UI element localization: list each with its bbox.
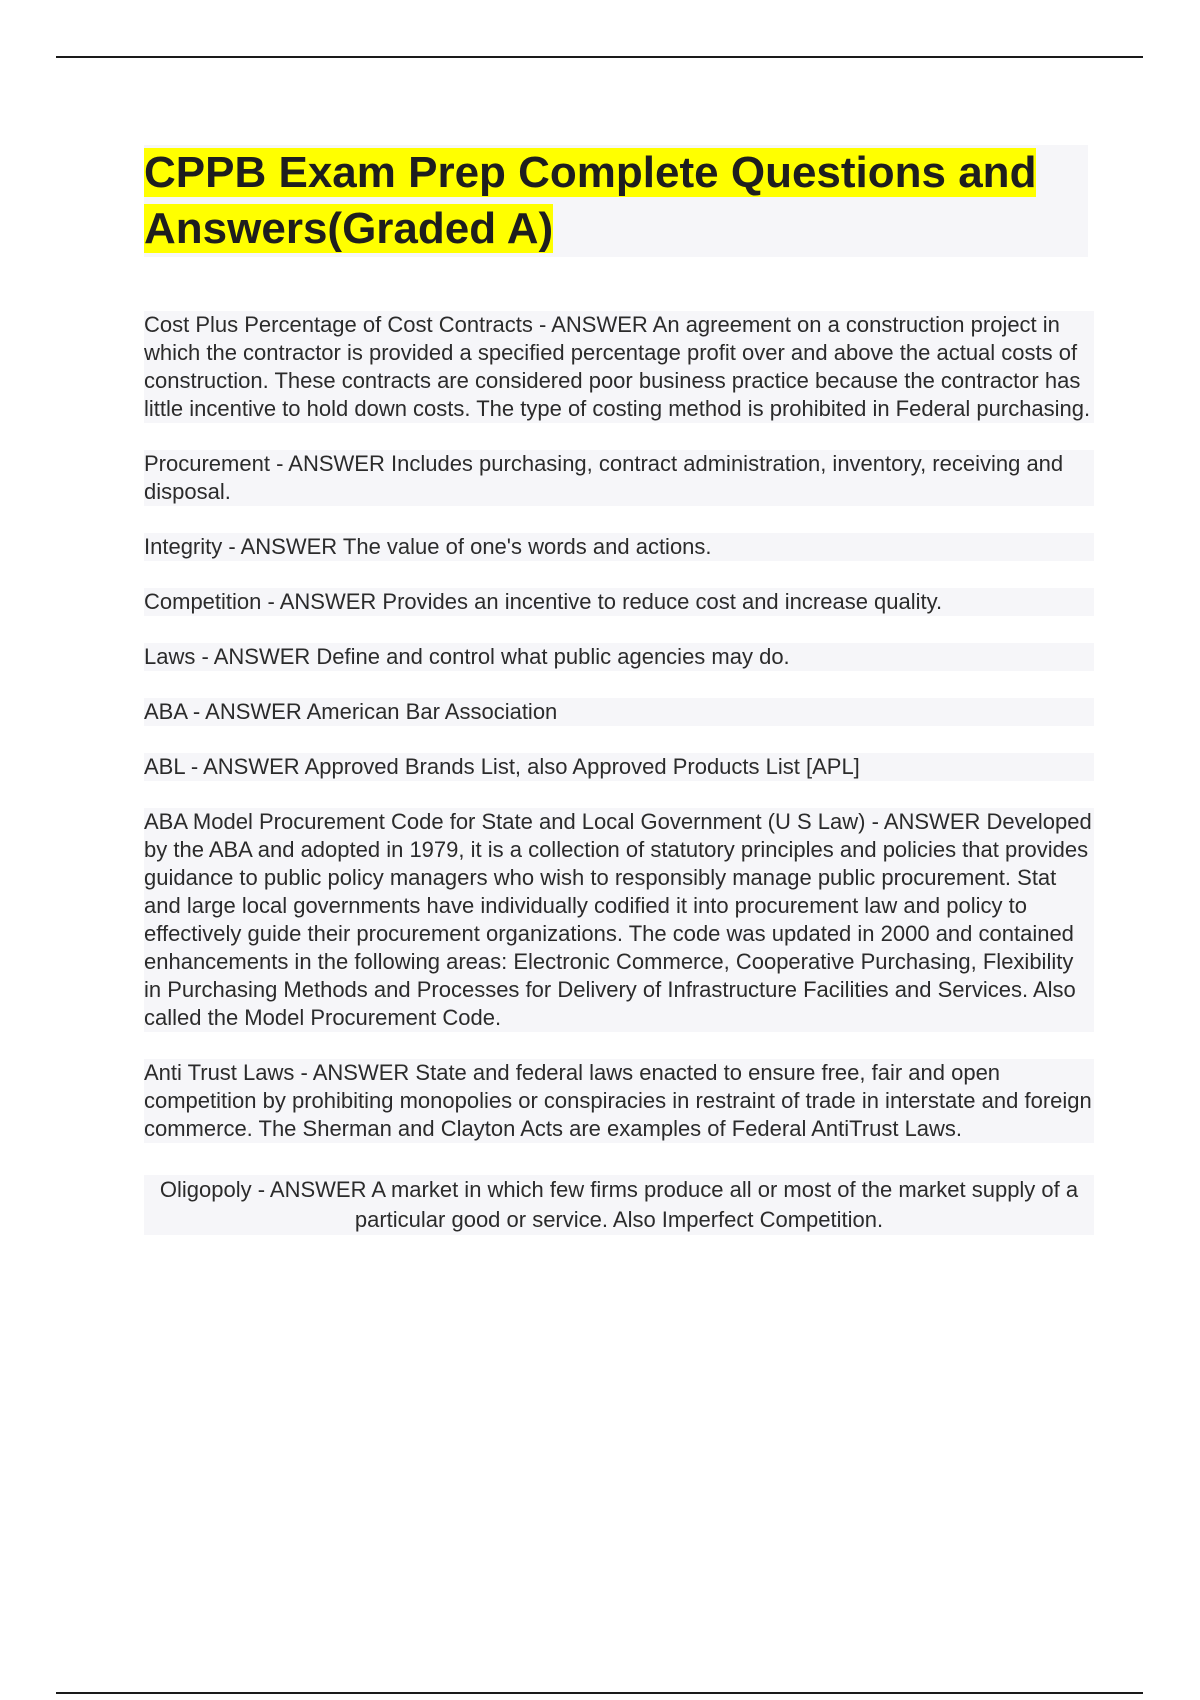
qa-definition: Approved Brands List, also Approved Products List [APL] <box>304 754 860 779</box>
qa-definition: Developed by the ABA and adopted in 1979, it is a collection of statutory principles and policies that provides guidance to public policy managers who wish to responsibly manage public procurement. Stat and large local governments have individually codified it into procurement law and policy to effectively guide their procurement organizations. The code was updated in 2000 and contained enhancements in the following areas: Electronic Commerce, Cooperative Purchasing, Flexibility in Purchasing Methods and Processes for Delivery of Infrastructure Facilities and Services. Also called the Model Procurement Code. <box>144 809 1092 1030</box>
qa-term: ABA <box>144 699 187 724</box>
bottom-rule <box>56 1692 1143 1694</box>
qa-definition: A market in which few firms produce all or most of the market supply of a particular good or service. Also Imperfect Competition. <box>354 1177 1079 1232</box>
qa-answer-label: ANSWER <box>205 699 302 724</box>
qa-entry: Procurement - ANSWER Includes purchasing, contract administration, inventory, receiving and disposal. <box>144 450 1094 506</box>
qa-answer-label: ANSWER <box>240 534 338 559</box>
qa-definition: Includes purchasing, contract administration, inventory, receiving and disposal. <box>144 451 1064 504</box>
qa-term: Anti Trust Laws <box>144 1060 295 1085</box>
qa-answer-label: ANSWER <box>883 809 981 834</box>
qa-entry: ABA - ANSWER American Bar Association <box>144 698 1094 726</box>
qa-entry: Laws - ANSWER Define and control what public agencies may do. <box>144 643 1094 671</box>
top-rule <box>56 56 1143 58</box>
qa-definition: An agreement on a construction project in which the contractor is provided a specified percentage profit over and above the actual costs of construction. These contracts are considered poor business practice because the contractor has little incentive to hold down costs. The type of costing method is prohibited in Federal purchasing. <box>144 312 1091 421</box>
qa-entry: ABA Model Procurement Code for State and Local Government (U S Law) - ANSWER Developed by the ABA and adopted in 1979, it is a collection of statutory principles and policies that provides guidance to public policy managers who wish to responsibly manage public procurement. Stat and large local governments have individually codified it into procurement law and policy to effectively guide their procurement organizations. The code was updated in 2000 and contained enhancements in the following areas: Electronic Commerce, Cooperative Purchasing, Flexibility in Purchasing Methods and Processes for Delivery of Infrastructure Facilities and Services. Also called the Model Procurement Code. <box>144 808 1094 1032</box>
title-block <box>144 145 1088 257</box>
qa-answer-label: ANSWER <box>203 754 300 779</box>
qa-entry: Competition - ANSWER Provides an incentive to reduce cost and increase quality. <box>144 588 1094 616</box>
qa-answer-label: ANSWER <box>279 589 377 614</box>
qa-term: Integrity <box>144 534 223 559</box>
qa-definition: Define and control what public agencies may do. <box>316 644 790 669</box>
qa-term: Cost Plus Percentage of Cost Contracts <box>144 312 533 337</box>
qa-definition: Provides an incentive to reduce cost and increase quality. <box>382 589 943 614</box>
qa-entry: Cost Plus Percentage of Cost Contracts - ANSWER An agreement on a construction project in which the contractor is provided a specified percentage profit over and above the actual costs of construction. These contracts are considered poor business practice because the contractor has little incentive to hold down costs. The type of costing method is prohibited in Federal purchasing. <box>144 311 1094 423</box>
qa-entry: ABL - ANSWER Approved Brands List, also Approved Products List [APL] <box>144 753 1094 781</box>
qa-definition: The value of one's words and actions. <box>342 534 712 559</box>
qa-definition: State and federal laws enacted to ensure free, fair and open competition by prohibiting monopolies or conspiracies in restraint of trade in interstate and foreign commerce. The Sherman and Clayton Acts are examples of Federal AntiTrust Laws. <box>144 1060 1092 1141</box>
qa-term: Competition <box>144 589 262 614</box>
qa-term: ABL <box>144 754 185 779</box>
qa-term: Procurement <box>144 451 270 476</box>
qa-term: Laws <box>144 644 196 669</box>
qa-entry: Oligopoly - ANSWER A market in which few firms produce all or most of the market supply of a particular good or service. Also Imperfect Competition. <box>144 1175 1094 1235</box>
qa-answer-label: ANSWER <box>213 644 311 669</box>
qa-answer-label: ANSWER <box>269 1177 367 1202</box>
qa-answer-label: ANSWER <box>288 451 385 476</box>
qa-entry: Anti Trust Laws - ANSWER State and federal laws enacted to ensure free, fair and open competition by prohibiting monopolies or conspiracies in restraint of trade in interstate and foreign commerce. The Sherman and Clayton Acts are examples of Federal AntiTrust Laws. <box>144 1059 1094 1143</box>
qa-answer-label: ANSWER <box>312 1060 410 1085</box>
qa-list <box>144 311 1094 1262</box>
qa-term: Oligopoly <box>159 1177 252 1202</box>
document-title <box>144 145 1088 257</box>
qa-answer-label: ANSWER <box>551 312 648 337</box>
qa-term: ABA Model Procurement Code for State and Local Government (U S Law) <box>144 809 866 834</box>
title-highlight: CPPB Exam Prep Complete Questions and Answers(Graded A) <box>144 148 1037 253</box>
qa-entry: Integrity - ANSWER The value of one's words and actions. <box>144 533 1094 561</box>
qa-definition: American Bar Association <box>306 699 558 724</box>
